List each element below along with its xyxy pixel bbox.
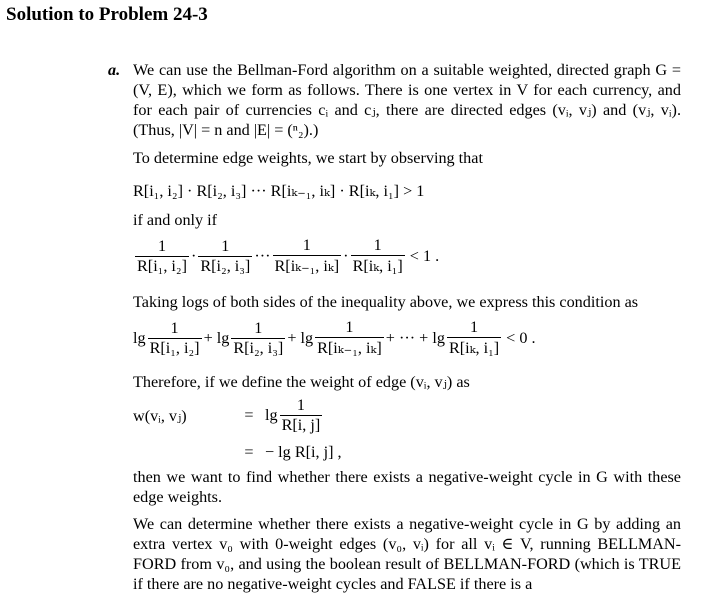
- equation-product: R[i₁, i₂] · R[i₂, i₃] ··· R[iₖ₋₁, iₖ] · R[iₖ, i₁] > 1: [133, 182, 425, 200]
- fraction: $\frac{1}{\text{R[i₁, i₂]}}$: [149, 318, 200, 357]
- fraction: $\frac{1}{\text{R[i₁, i₂]}}$: [137, 236, 187, 275]
- paragraph-bellman-ford: We can determine whether there exists a negative-weight cycle in G by adding an extra vertex v₀ with 0-weight edges (v₀, vᵢ) for all vᵢ ∈ V, running BELLMAN-FORD from v₀, and using the boolean result of BELLMAN-FORD (which is TRUE if there are no negative-weight cycles and FALSE if there is a: [133, 515, 681, 593]
- part-label: a.: [108, 61, 121, 79]
- fraction: $\frac{1}{\text{R[iₖ₋₁, iₖ]}}$: [274, 236, 340, 275]
- fraction: $\frac{1}{\text{R[iₖ₋₁, iₖ]}}$: [317, 318, 382, 357]
- equation-weight-def: w(vᵢ, vⱼ) = lg $\frac{1}{R[i, j]}$: [133, 396, 321, 434]
- paragraph-iff: if and only if: [133, 211, 218, 229]
- equation-reciprocal-product: $\frac{1}{\text{R[i₁, i₂]}}$ · $\frac{1}{\text{R[i₂, i₃]}}$ ··· $\frac{1}{\text{R[iₖ₋₁, iₖ]}}$ · $\frac{1}{\text{R[iₖ, i₁]}}$ < 1 .: [137, 236, 440, 275]
- page-title: Solution to Problem 24-3: [6, 4, 208, 25]
- fraction: $\frac{1}{\text{R[i₂, i₃]}}$: [233, 318, 284, 357]
- paragraph-define-weight: Therefore, if we define the weight of edge (vᵢ, vⱼ) as: [133, 373, 470, 391]
- fraction: $\frac{1}{\text{R[iₖ, i₁]}}$: [352, 236, 403, 275]
- paragraph-intro: We can use the Bellman-Ford algorithm on a suitable weighted, directed graph G = (V, E), which we form as follows. There is one vertex in V for each currency, and for each pair of currencies cᵢ and cⱼ, there are directed edges (vᵢ, vⱼ) and (vⱼ, vᵢ). (Thus, |V| = n and |E| = (ⁿ₂).): [133, 61, 681, 139]
- paragraph-negative-cycle: then we want to find whether there exists a negative-weight cycle in G with these edge weights.: [133, 468, 681, 506]
- fraction: $\frac{1}{\text{R[iₖ, i₁]}}$: [448, 318, 500, 357]
- fraction: $\frac{1}{\text{R[i₂, i₃]}}$: [200, 236, 251, 275]
- paragraph-logs: Taking logs of both sides of the inequality above, we express this condition as: [133, 293, 639, 311]
- paragraph-edge-weights: To determine edge weights, we start by observing that: [133, 149, 483, 167]
- equation-weight-line2: = − lg R[i, j] ,: [244, 443, 342, 461]
- fraction: $\frac{1}{R[i, j]}$: [281, 396, 321, 434]
- equation-log-sum: lg $\frac{1}{\text{R[i₁, i₂]}}$ + lg $\frac{1}{\text{R[i₂, i₃]}}$ + lg $\frac{1}{\text{R[iₖ₋₁, iₖ]}}$ + ··· + lg $\frac{1}{\text{R[iₖ, i₁]}}$ < 0 .: [133, 318, 536, 357]
